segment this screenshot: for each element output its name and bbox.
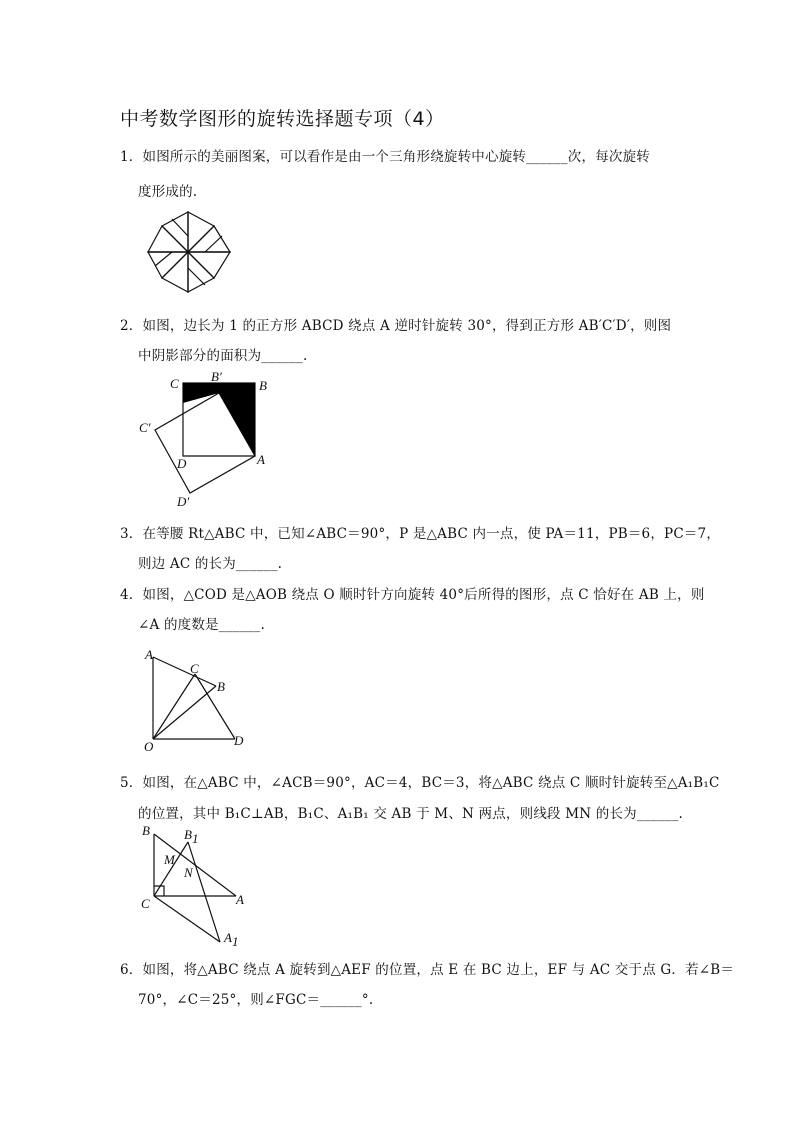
question-5-line-2: 的位置，其中 B₁C⊥AB，B₁C、A₁B₁ 交 AB 于 M、N 两点，则线段 MN 的长为______. <box>138 806 684 822</box>
label-A1 <box>223 930 238 949</box>
question-number: 6． <box>120 962 143 978</box>
question-2-line-2: 中阴影部分的面积为______. <box>138 348 308 364</box>
label-D: D <box>234 733 244 748</box>
question-number: 2． <box>120 318 143 334</box>
question-3-line-1 <box>120 522 720 542</box>
pinwheel-figure <box>140 206 240 298</box>
label-D: D <box>177 456 187 471</box>
question-text: 如图所示的美丽图案，可以看作是由一个三角形绕旋转中心旋转______次，每次旋转 <box>142 149 650 165</box>
rotation-triangle-figure <box>140 643 255 755</box>
label-B1 <box>184 827 198 846</box>
label-B1-letter: B <box>184 827 192 842</box>
question-6-line-1 <box>120 958 734 978</box>
question-text: 如图，在△ABC 中，∠ACB＝90°，AC＝4，BC＝3，将△ABC 绕点 C 顺时针旋转至△A₁B₁C <box>142 775 720 791</box>
label-A: A <box>257 452 265 467</box>
label-D-prime: D′ <box>177 494 190 508</box>
question-6-line-2: 70°，∠C＝25°，则∠FGC＝______°. <box>138 992 374 1008</box>
question-text: 如图，边长为 1 的正方形 ABCD 绕点 A 逆时针旋转 30°，得到正方形 AB′C′D′，则图 <box>142 318 672 334</box>
question-4-line-1 <box>120 583 705 603</box>
question-number: 5． <box>120 775 143 791</box>
label-N: N <box>184 865 193 880</box>
right-triangle-rotation-figure <box>136 822 256 950</box>
shaded-region-left <box>183 383 219 403</box>
label-A: A <box>145 647 153 662</box>
rotated-square-figure <box>135 368 280 508</box>
label-A: A <box>236 892 244 907</box>
label-C-prime: C′ <box>139 420 151 435</box>
question-2-line-1 <box>120 314 671 334</box>
label-B-prime: B′ <box>211 369 222 384</box>
question-3-line-2: 则边 AC 的长为______. <box>138 556 283 572</box>
label-B: B <box>142 823 150 838</box>
question-text: 如图，△COD 是△AOB 绕点 O 顺时针方向旋转 40°后所得的图形，点 C 恰好在 AB 上，则 <box>142 587 705 603</box>
label-C: C <box>170 376 179 391</box>
label-C: C <box>141 896 150 911</box>
label-M: M <box>164 852 175 867</box>
question-number: 3． <box>120 526 143 542</box>
label-A1-subscript: 1 <box>231 934 239 949</box>
label-O: O <box>144 739 154 754</box>
question-text: 如图，将△ABC 绕点 A 旋转到△AEF 的位置，点 E 在 BC 边上，EF 与 AC 交于点 G．若∠B＝ <box>142 962 735 978</box>
question-1-line-1 <box>120 145 650 165</box>
question-number: 1． <box>120 149 143 165</box>
label-B: B <box>259 378 267 393</box>
label-B1-subscript: 1 <box>191 831 199 846</box>
page-title: 中考数学图形的旋转选择题专项（4） <box>120 108 445 130</box>
shaded-region-right <box>219 383 255 456</box>
label-C: C <box>190 661 199 676</box>
label-A1-letter: A <box>224 930 232 945</box>
question-5-line-1 <box>120 771 720 791</box>
question-number: 4． <box>120 587 143 603</box>
question-text: 在等腰 Rt△ABC 中，已知∠ABC＝90°，P 是△ABC 内一点，使 PA＝11，PB＝6，PC＝7， <box>142 526 721 542</box>
question-4-line-2: ∠A 的度数是______. <box>138 617 265 633</box>
label-B: B <box>217 679 225 694</box>
question-1-line-2: 度形成的. <box>138 184 198 200</box>
